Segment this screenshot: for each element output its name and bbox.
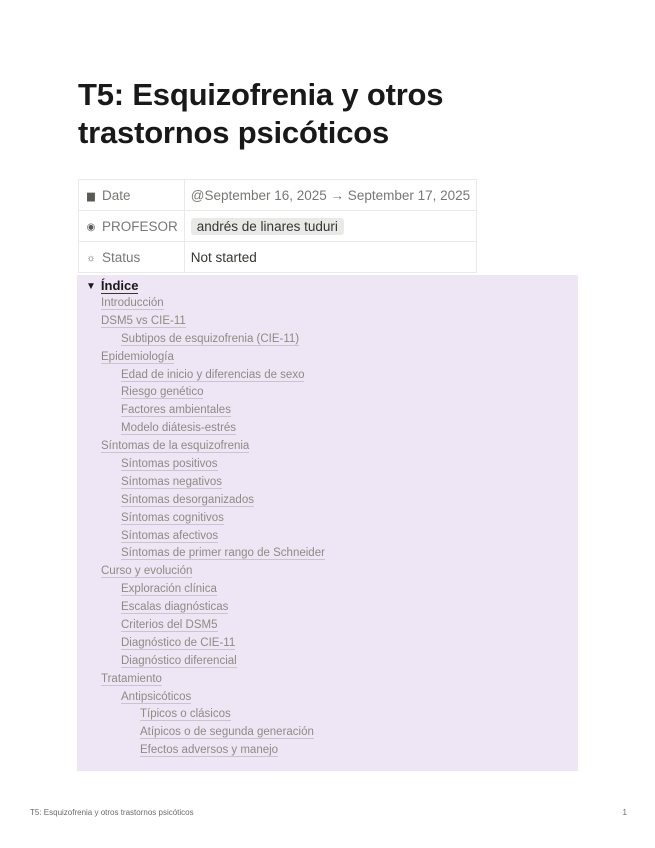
property-key-label: Date — [102, 187, 131, 203]
toggle-label[interactable]: Índice — [100, 278, 139, 293]
toggle-arrow-icon[interactable]: ▼ — [86, 281, 96, 292]
toc-link-text[interactable]: Curso y evolución — [101, 565, 193, 578]
property-key-label: PROFESOR — [102, 218, 178, 234]
toc-link-text[interactable]: Riesgo genético — [121, 386, 204, 399]
toc-link-text[interactable]: Síntomas de la esquizofrenia — [101, 440, 250, 453]
calendar-icon: ▆ — [87, 190, 95, 202]
toc-link[interactable] — [77, 599, 578, 617]
property-row-date[interactable] — [79, 180, 477, 211]
toc-link-text[interactable]: Típicos o clásicos — [140, 708, 231, 721]
toc-link[interactable] — [77, 635, 578, 653]
toc-link[interactable] — [77, 438, 578, 456]
toc-link-text[interactable]: Tratamiento — [101, 672, 162, 685]
footer-title: T5: Esquizofrenia y otros trastornos psicóticos — [30, 808, 194, 817]
toc-link-text[interactable]: Síntomas afectivos — [121, 529, 219, 542]
page-number: 1 — [622, 808, 627, 817]
toc-toggle-block — [77, 275, 578, 771]
toc-link[interactable] — [77, 528, 578, 546]
page-title: T5: Esquizofrenia y otros trastornos psicóticos — [78, 77, 444, 150]
toc-link[interactable] — [77, 742, 578, 760]
properties-table — [78, 179, 477, 273]
toc-link-text[interactable]: Antipsicóticos — [121, 690, 192, 703]
toggle-header[interactable] — [86, 278, 138, 293]
toc-link[interactable] — [77, 724, 578, 742]
toc-link[interactable] — [77, 474, 578, 492]
toc-link[interactable] — [77, 384, 578, 402]
property-key-status — [79, 242, 185, 273]
toc-link[interactable] — [77, 420, 578, 438]
toc-link[interactable] — [77, 492, 578, 510]
toc-link-text[interactable]: Atípicos o de segunda generación — [140, 726, 314, 739]
toc-link[interactable] — [77, 617, 578, 635]
status-icon: ☼ — [86, 252, 96, 264]
toc-link[interactable] — [77, 545, 578, 563]
toc-link-text[interactable]: Síntomas positivos — [121, 458, 218, 471]
toc-link[interactable] — [77, 510, 578, 528]
toc-link[interactable] — [77, 331, 578, 349]
property-value-date[interactable]: @September 16, 2025 → September 17, 2025 — [184, 180, 476, 211]
toc-link[interactable] — [77, 295, 578, 313]
toc-link[interactable] — [77, 367, 578, 385]
property-row-profesor[interactable] — [79, 211, 477, 242]
toc-link-text[interactable]: Síntomas de primer rango de Schneider — [121, 547, 325, 560]
toc-link-text[interactable]: DSM5 vs CIE-11 — [101, 314, 186, 327]
toc-link-text[interactable]: Efectos adversos y manejo — [140, 744, 279, 757]
toc-link-text[interactable]: Criterios del DSM5 — [121, 619, 218, 632]
person-icon: ◉ — [86, 221, 96, 233]
toc-link[interactable] — [77, 456, 578, 474]
toc-link[interactable] — [77, 689, 578, 707]
toc-link-text[interactable]: Diagnóstico de CIE-11 — [121, 636, 236, 649]
profesor-chip[interactable]: andrés de linares tuduri — [191, 218, 344, 235]
toc-link[interactable] — [77, 563, 578, 581]
toc-link[interactable] — [77, 313, 578, 331]
toc-link-text[interactable]: Diagnóstico diferencial — [121, 654, 237, 667]
toc-link-text[interactable]: Exploración clínica — [121, 583, 217, 596]
toc-link[interactable] — [77, 706, 578, 724]
toc-link[interactable] — [77, 349, 578, 367]
property-value-status[interactable]: Not started — [184, 242, 476, 273]
toc-link[interactable] — [77, 402, 578, 420]
toc-link-text[interactable]: Subtipos de esquizofrenia (CIE-11) — [121, 332, 300, 345]
toc-link-text[interactable]: Síntomas negativos — [121, 475, 223, 488]
toc-link-text[interactable]: Epidemiología — [101, 350, 174, 363]
toc-link-text[interactable]: Introducción — [101, 297, 164, 309]
toc-link-text[interactable]: Escalas diagnósticas — [121, 601, 229, 614]
table-of-contents — [77, 295, 578, 760]
toc-link-text[interactable]: Factores ambientales — [121, 404, 231, 417]
toc-link-text[interactable]: Modelo diátesis-estrés — [121, 422, 237, 435]
property-key-date — [79, 180, 185, 211]
property-value-profesor[interactable] — [184, 211, 476, 242]
toc-link-text[interactable]: Edad de inicio y diferencias de sexo — [121, 368, 305, 381]
toc-link[interactable] — [77, 671, 578, 689]
property-key-label: Status — [102, 249, 141, 265]
toc-link[interactable] — [77, 581, 578, 599]
toc-link-text[interactable]: Síntomas desorganizados — [121, 493, 254, 506]
property-key-profesor — [79, 211, 185, 242]
toc-link[interactable] — [77, 653, 578, 671]
toc-link-text[interactable]: Síntomas cognitivos — [121, 511, 224, 524]
property-row-status[interactable] — [79, 242, 477, 273]
